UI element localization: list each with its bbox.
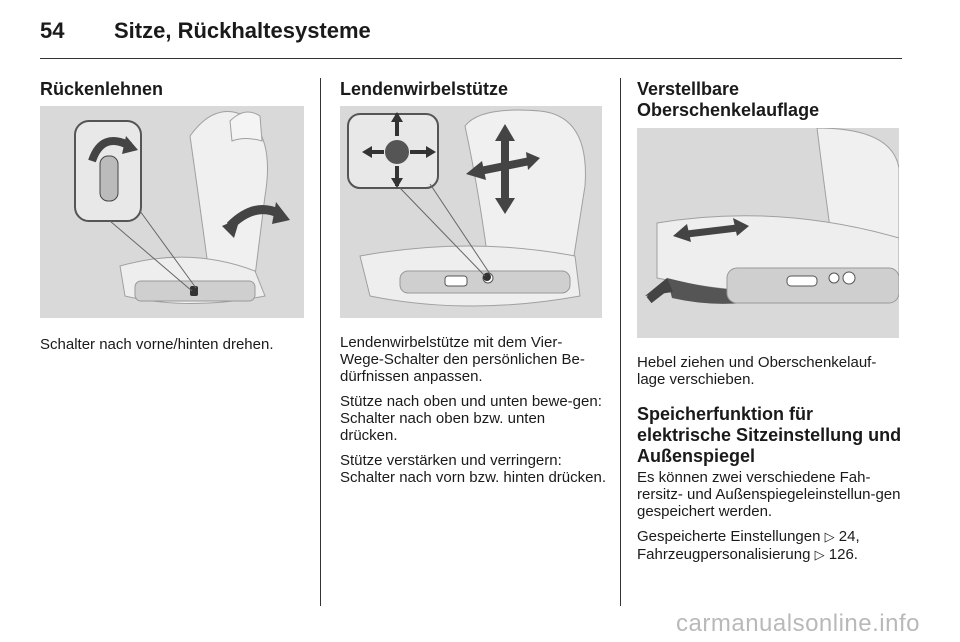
backrest-figure xyxy=(40,106,304,318)
lumbar-paragraph-2: Stütze nach oben und unten bewe-gen: Schalter nach oben bzw. unten drücken. xyxy=(340,393,602,444)
page-header xyxy=(40,14,902,54)
section-heading: Lendenwirbelstütze xyxy=(340,79,509,99)
lumbar-paragraph-1: Lendenwirbelstütze mit dem Vier-Wege-Schalter den persönlichen Be-dürfnissen anpassen. xyxy=(340,334,585,385)
thigh-caption: Hebel ziehen und Oberschenkelauf-lage verschieben. xyxy=(637,354,877,388)
section-heading-line1: Verstellbare xyxy=(637,79,740,99)
memory-section xyxy=(637,404,903,564)
ref-settings-text: Gespeicherte Einstellungen xyxy=(637,528,821,545)
page-number: 54 xyxy=(40,18,65,43)
column-divider xyxy=(320,78,321,606)
memory-subheading: Speicherfunktion für elektrische Sitzeinstellung und Außenspiegel xyxy=(637,404,902,466)
thigh-support-figure xyxy=(637,128,899,338)
seat-thigh-support-illustration xyxy=(637,128,899,338)
header-rule xyxy=(40,58,902,59)
ref-settings-page[interactable]: 24, xyxy=(838,528,860,545)
watermark: carmanualsonline.info xyxy=(676,610,920,637)
memory-paragraph-1: Es können zwei verschiedene Fah-rersitz- und Außenspiegeleinstellun-gen gespeichert werden. xyxy=(637,469,901,520)
column-divider xyxy=(620,78,621,606)
xref-arrow-icon: ▷ xyxy=(814,548,825,563)
section-heading: Rückenlehnen xyxy=(40,79,164,99)
ref-personalization-page[interactable]: 126. xyxy=(828,546,858,563)
seat-lumbar-illustration xyxy=(340,106,602,318)
xref-arrow-icon: ▷ xyxy=(824,530,835,545)
seat-backrest-illustration xyxy=(40,106,304,318)
memory-references xyxy=(637,528,903,564)
chapter-title: Sitze, Rückhaltesysteme xyxy=(114,18,371,43)
backrest-caption: Schalter nach vorne/hinten drehen. xyxy=(40,336,274,353)
lumbar-text xyxy=(340,334,606,486)
lumbar-paragraph-3: Stütze verstärken und verringern: Schalter nach vorn bzw. hinten drücken. xyxy=(340,452,606,486)
ref-personalization-text: Fahrzeugpersonalisierung xyxy=(637,546,811,563)
lumbar-figure xyxy=(340,106,602,318)
section-heading-line2: Oberschenkelauflage xyxy=(637,100,820,120)
